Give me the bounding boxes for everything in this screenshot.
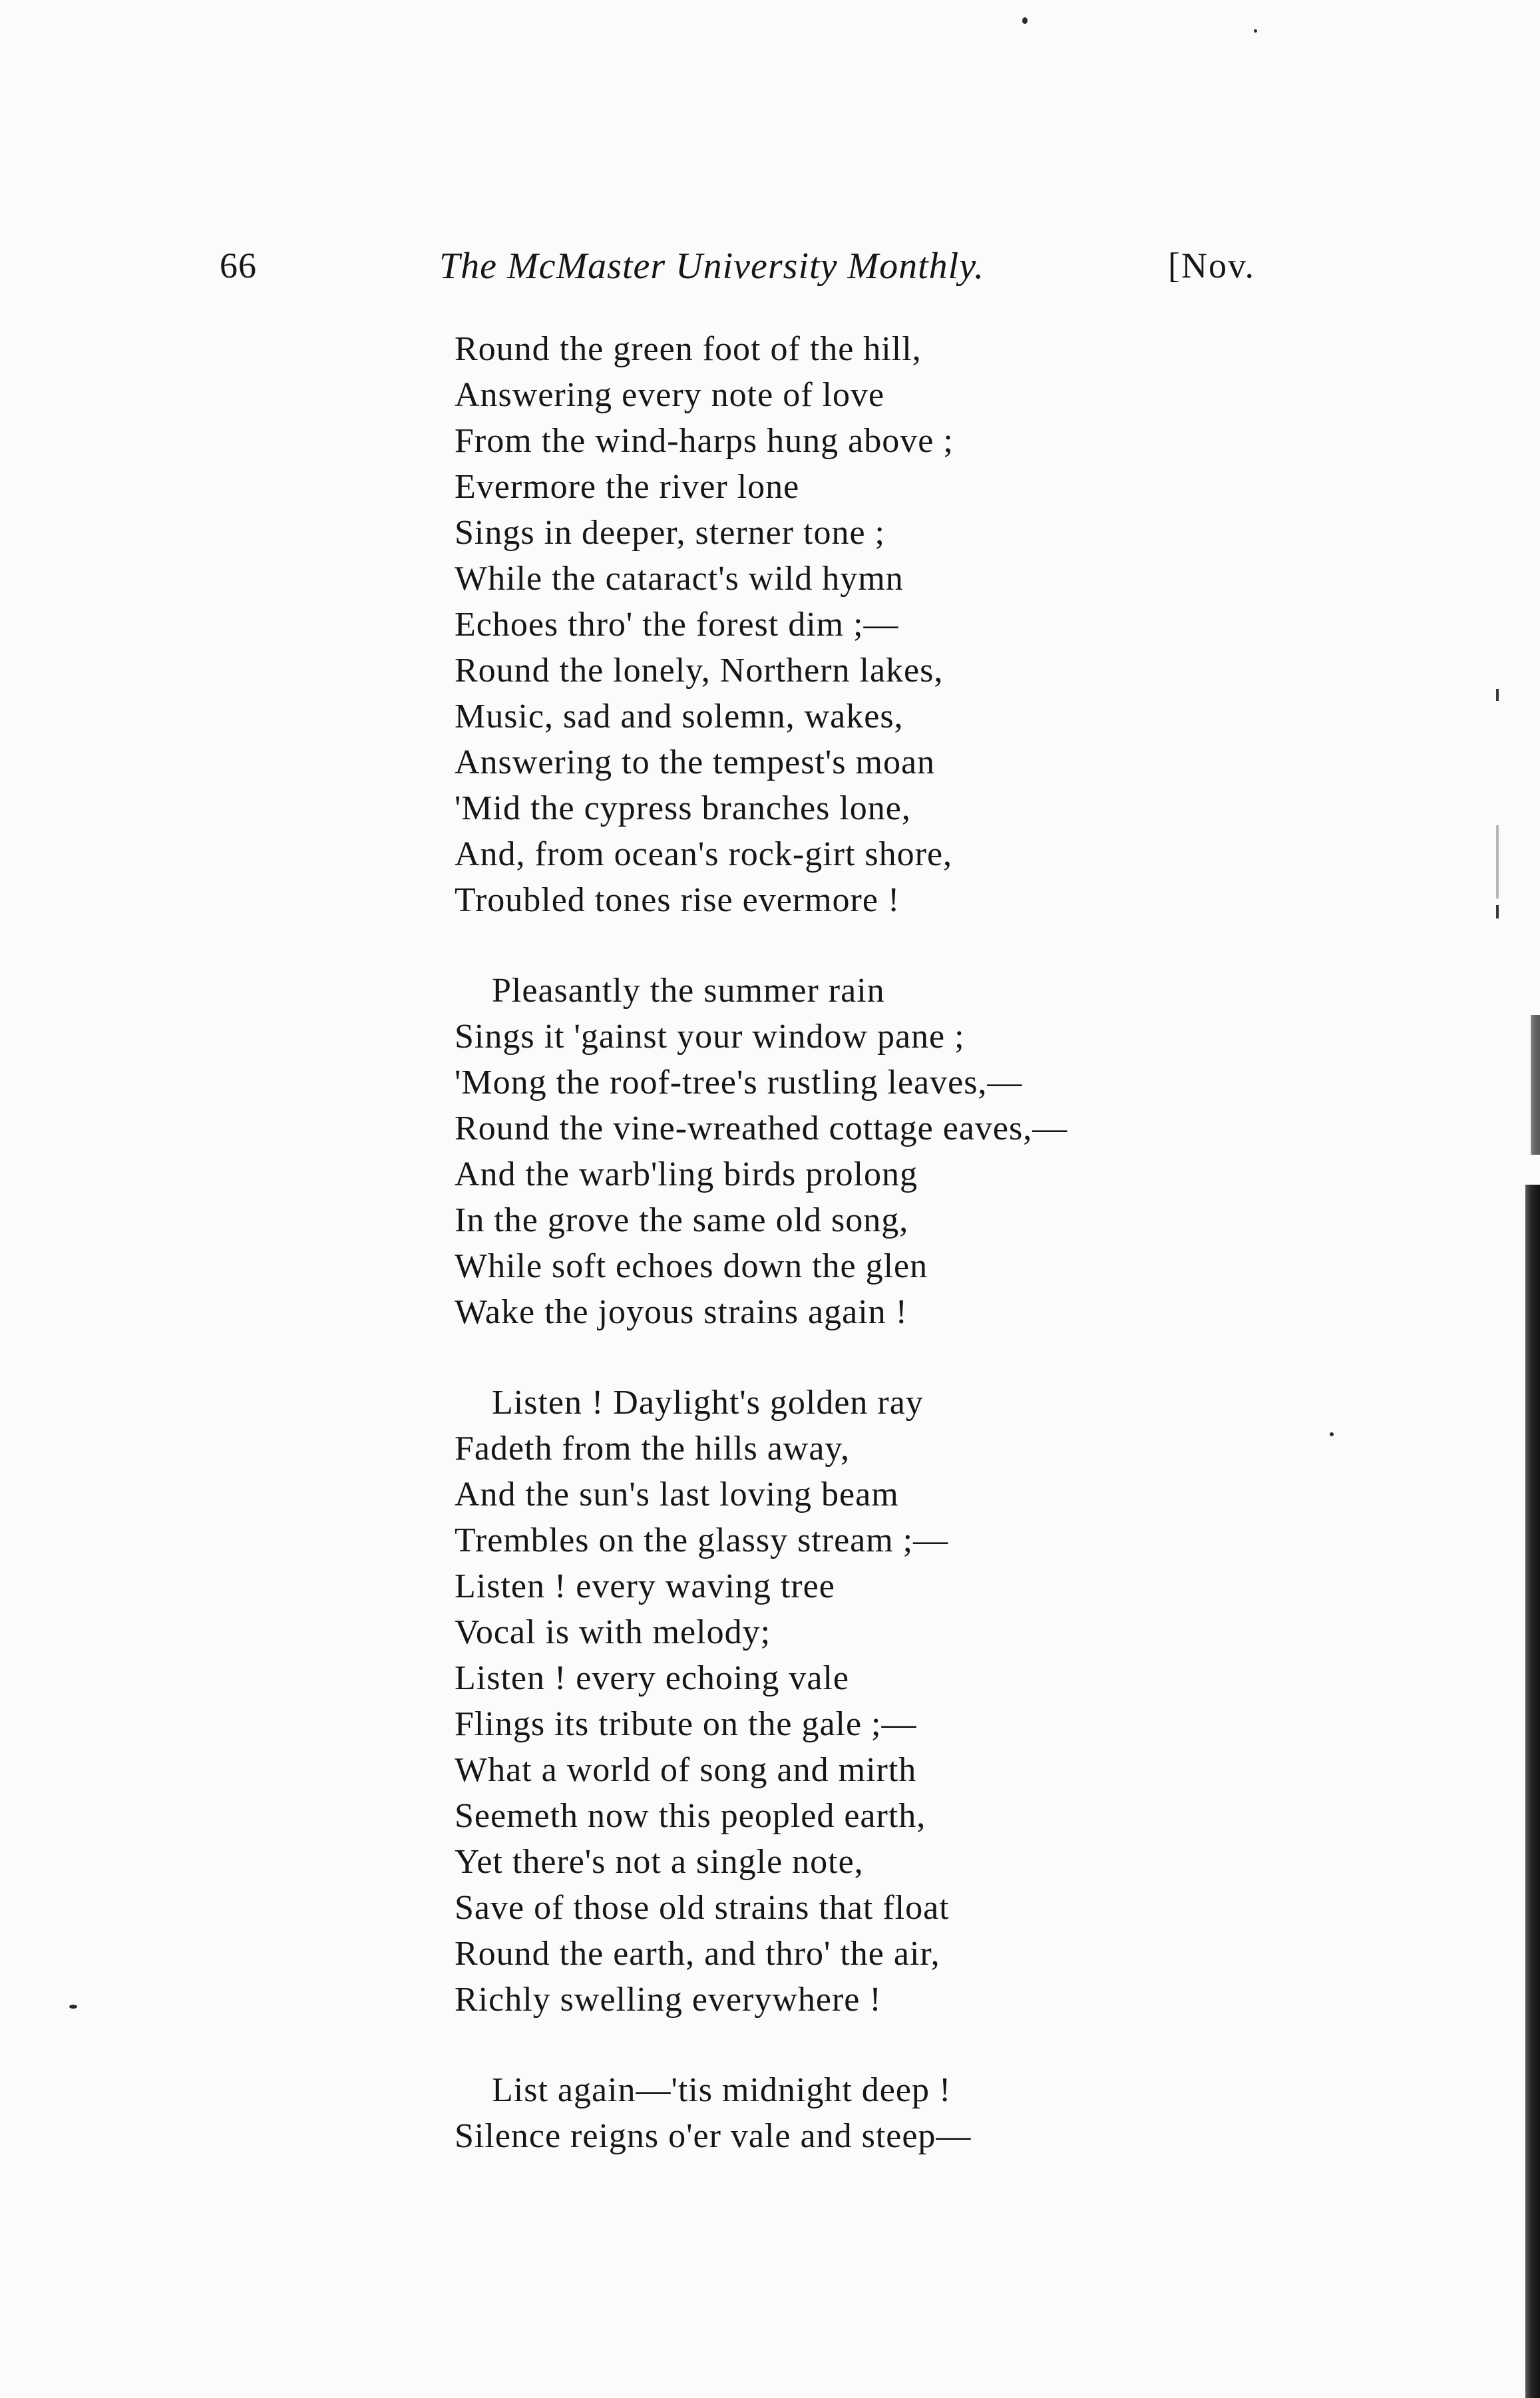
poem-line: Flings its tribute on the gale ;— [455,1705,917,1743]
poem-line: Answering to the tempest's moan [455,743,936,781]
poem-line: Richly swelling everywhere ! [455,1981,882,2019]
poem-line: Trembles on the glassy stream ;— [455,1521,949,1559]
poem-line: Evermore the river lone [455,468,800,506]
stanza [455,2067,1220,2159]
scan-speck [1022,17,1028,24]
scan-speck [69,2005,77,2009]
stanza [455,968,1220,1335]
binding-edge-shadow [1525,1185,1540,2398]
poem-line: Vocal is with melody; [455,1613,771,1651]
poem-line: Seemeth now this peopled earth, [455,1797,926,1835]
poem-line: Yet there's not a single note, [455,1843,864,1881]
poem-body [455,326,1220,2159]
poem-line: Round the earth, and thro' the air, [455,1935,940,1973]
page-number: 66 [220,246,257,286]
poem-line: From the wind-harps hung above ; [455,422,954,460]
poem-line: Round the green foot of the hill, [455,330,922,368]
poem-line: Troubled tones rise evermore ! [455,881,900,919]
running-title: The McMaster University Monthly. [439,246,984,287]
poem-line: Fadeth from the hills away, [455,1430,851,1468]
poem-line: And the warb'ling birds prolong [455,1155,918,1193]
binding-edge-shadow [1531,1015,1540,1155]
poem-line: Pleasantly the summer rain [492,972,885,1010]
poem-line: Wake the joyous strains again ! [455,1293,908,1331]
page-header [220,245,1311,298]
poem-line: Answering every note of love [455,376,885,414]
scan-speck [1496,825,1499,899]
poem-line: Round the lonely, Northern lakes, [455,652,944,690]
scan-speck [1496,689,1499,701]
scan-speck [1496,905,1499,918]
poem-line: While soft echoes down the glen [455,1247,928,1285]
poem-line: 'Mong the roof-tree's rustling leaves,— [455,1064,1023,1101]
poem-line: Echoes thro' the forest dim ;— [455,606,899,644]
poem-line: Music, sad and solemn, wakes, [455,698,904,735]
poem-line: In the grove the same old song, [455,1201,909,1239]
poem-line: While the cataract's wild hymn [455,560,904,598]
poem-line: Sings it 'gainst your window pane ; [455,1018,965,1056]
poem-line: List again—'tis midnight deep ! [492,2071,952,2109]
scan-speck [1330,1432,1334,1436]
stanza [455,326,1220,923]
poem-line: Sings in deeper, sterner tone ; [455,514,885,552]
poem-line: Listen ! every echoing vale [455,1659,849,1697]
stanza [455,1380,1220,2023]
scan-speck [1254,29,1257,33]
poem-line: And the sun's last loving beam [455,1476,899,1513]
poem-line: And, from ocean's rock-girt shore, [455,835,953,873]
poem-line: 'Mid the cypress branches lone, [455,789,911,827]
poem-line: What a world of song and mirth [455,1751,917,1789]
poem-line: Listen ! every waving tree [455,1567,835,1605]
header-month: [Nov. [1168,246,1255,286]
poem-line: Silence reigns o'er vale and steep— [455,2117,972,2155]
poem-line: Round the vine-wreathed cottage eaves,— [455,1109,1068,1147]
poem-line: Save of those old strains that float [455,1889,950,1927]
poem-line: Listen ! Daylight's golden ray [492,1384,924,1422]
